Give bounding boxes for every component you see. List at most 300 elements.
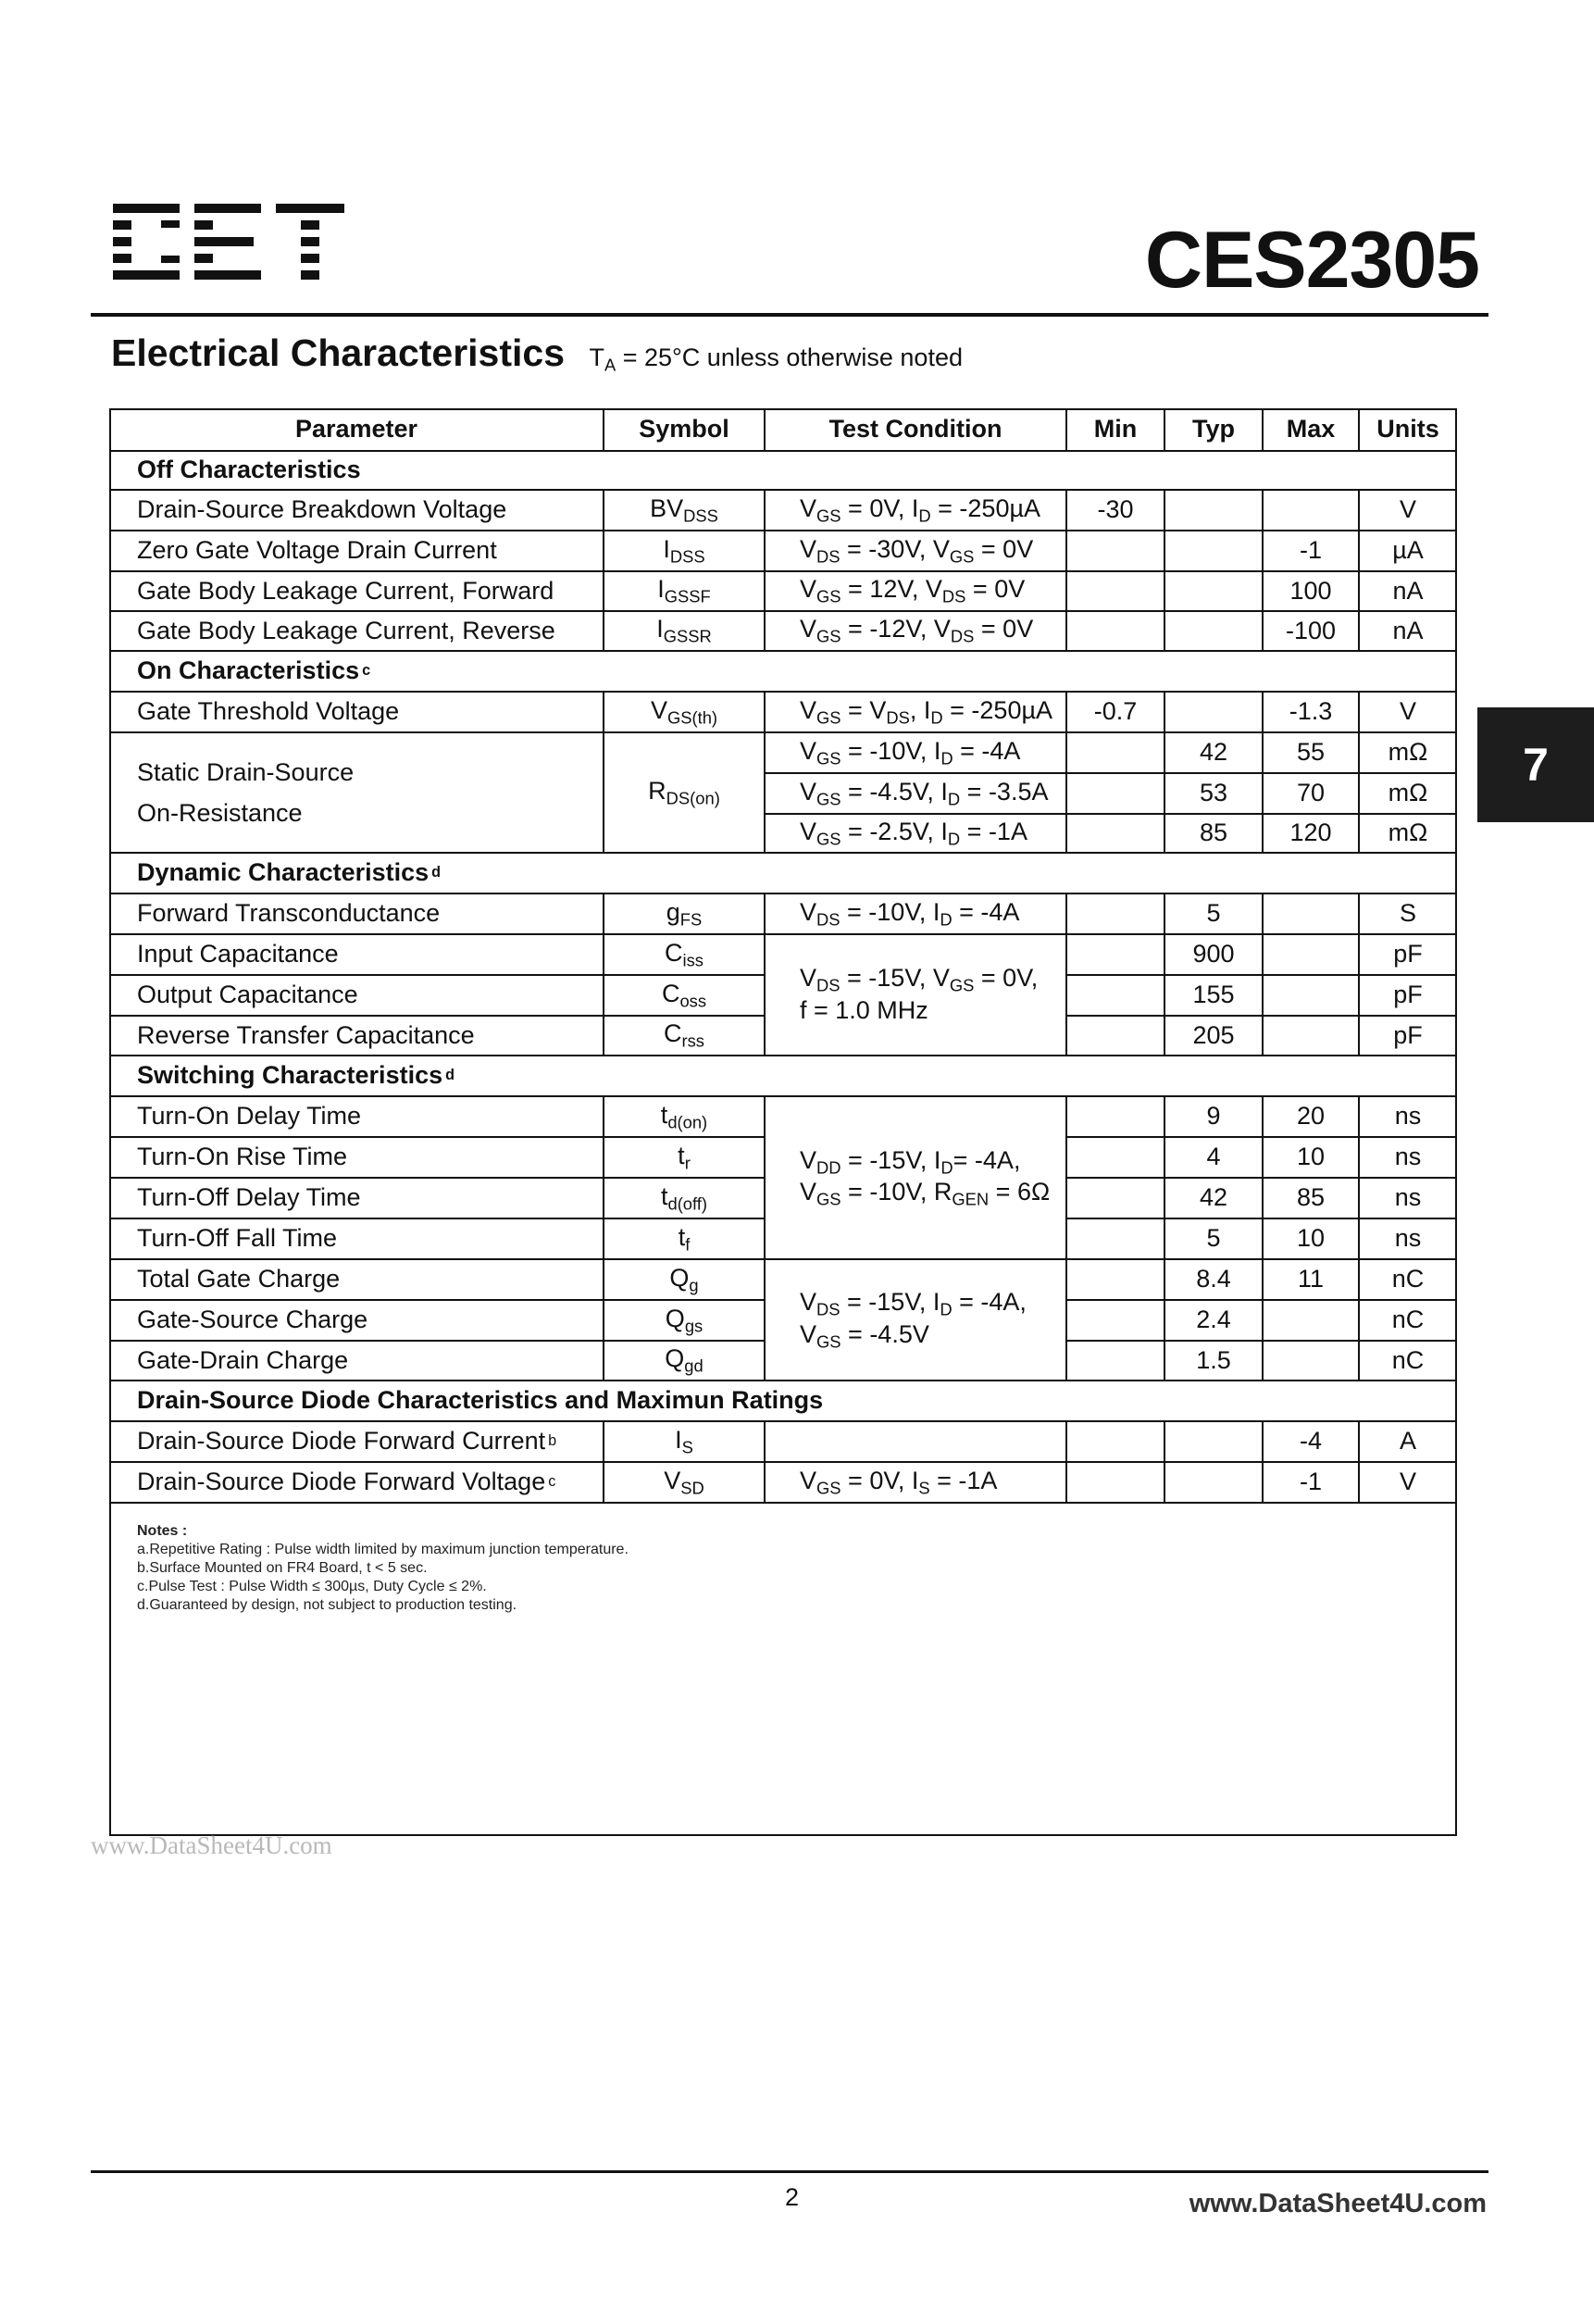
table-header-cell — [1263, 408, 1359, 451]
symbol-text — [650, 494, 718, 526]
table-row-symbol — [604, 1259, 765, 1300]
cond-value: = -1A — [929, 1466, 998, 1494]
parameter-label: Drain-Source Breakdown Voltage — [137, 495, 507, 524]
table-row-min — [1066, 490, 1164, 531]
cond-subscript: D — [940, 1157, 953, 1178]
symbol-subscript: oss — [679, 991, 707, 1011]
symbol-subscript: d(off) — [667, 1193, 708, 1214]
section-label: Switching Characteristics — [137, 1061, 443, 1090]
units-value: S — [1399, 899, 1416, 928]
table-row-max — [1263, 571, 1359, 611]
cond-value: = -3.5A — [960, 777, 1049, 806]
condition-text — [800, 696, 1052, 728]
table-row-units — [1359, 1462, 1457, 1503]
parameter-label: Drain-Source Diode Forward Voltage — [137, 1468, 546, 1496]
cond-subscript: DS — [816, 909, 841, 930]
table-row-units — [1359, 1300, 1457, 1341]
section-label: Drain-Source Diode Characteristics and Maximun Ratings — [137, 1386, 824, 1415]
symbol-text — [648, 777, 720, 808]
table-row-parameter — [109, 1096, 604, 1137]
table-row-condition — [765, 531, 1066, 571]
typ-value: 9 — [1206, 1102, 1221, 1131]
parameter-label: Input Capacitance — [137, 940, 339, 968]
chapter-tab: 7 — [1477, 707, 1594, 822]
cond-symbol: V — [800, 1319, 817, 1348]
cond-subscript: GS — [816, 1331, 841, 1351]
max-value: 120 — [1289, 818, 1332, 847]
cond-value: = -15V, — [841, 1145, 934, 1174]
symbol-subscript: f — [685, 1234, 691, 1255]
cond-symbol: V — [933, 615, 951, 643]
footnote-mark: d — [431, 864, 442, 881]
cond-value: = -10V, — [841, 1178, 934, 1206]
symbol-text — [665, 1344, 703, 1376]
table-row-typ — [1164, 1096, 1263, 1137]
parameter-label: Total Gate Charge — [137, 1265, 341, 1293]
max-value: -1 — [1299, 1468, 1322, 1496]
table-row-min — [1066, 975, 1164, 1016]
units-value: V — [1399, 1468, 1416, 1496]
units-value: ns — [1394, 1102, 1422, 1131]
symbol-subscript: g — [689, 1275, 699, 1295]
table-row-typ — [1164, 531, 1263, 571]
symbol-subscript: S — [681, 1437, 693, 1457]
table-row-max — [1263, 893, 1359, 934]
cond-subscript: D — [930, 707, 943, 728]
max-value: 85 — [1296, 1183, 1326, 1212]
symbol-text — [657, 575, 711, 606]
symbol-text — [679, 1223, 691, 1255]
parameter-label: Turn-On Rise Time — [137, 1143, 348, 1171]
symbol-text — [663, 535, 704, 567]
parameter-label: Drain-Source Diode Forward Current — [137, 1427, 546, 1456]
symbol-subscript: iss — [682, 950, 704, 970]
parameter-label: Forward Transconductance — [137, 899, 441, 928]
cond-subscript: DS — [941, 586, 966, 606]
table-row-max — [1263, 1137, 1359, 1178]
table-row-max — [1263, 490, 1359, 531]
symbol-letter: Q — [669, 1263, 690, 1292]
table-row-units — [1359, 814, 1457, 853]
symbol-text — [669, 1264, 698, 1295]
table-row-min — [1066, 814, 1164, 853]
cond-subscript: GS — [949, 546, 975, 567]
symbol-text — [665, 939, 704, 970]
cond-subscript: D — [947, 829, 961, 849]
table-row-max — [1263, 814, 1359, 853]
cond-value: = 0V, — [841, 1466, 912, 1494]
table-row-parameter — [109, 1421, 604, 1462]
cond-value: = -15V, — [840, 964, 933, 993]
cond-subscript: D — [947, 789, 961, 809]
symbol-subscript: d(on) — [667, 1112, 708, 1132]
cond-symbol: V — [800, 1145, 817, 1174]
symbol-letter: t — [660, 1100, 668, 1129]
table-row-typ — [1164, 893, 1263, 934]
table-row-min — [1066, 571, 1164, 611]
cond-text: = 25°C unless otherwise noted — [616, 344, 963, 371]
symbol-subscript: gs — [684, 1316, 704, 1336]
symbol-subscript: SD — [680, 1478, 704, 1498]
units-value: nC — [1391, 1306, 1425, 1334]
table-row-typ — [1164, 814, 1263, 853]
section-heading — [109, 451, 1457, 490]
parameter-label: Gate Body Leakage Current, Reverse — [137, 616, 555, 644]
cond-subscript: GS — [816, 707, 841, 728]
cond-symbol: V — [800, 615, 817, 643]
table-row-typ — [1164, 1462, 1263, 1503]
cond-subscript: GS — [816, 1189, 841, 1209]
cond-value: = -12V, — [841, 615, 934, 643]
note-item: d.Guaranteed by design, not subject to production testing. — [137, 1597, 517, 1613]
condition-line — [800, 1146, 1020, 1178]
cond-value: = -4A — [952, 897, 1020, 926]
table-row-max — [1263, 1016, 1359, 1056]
table-row-max — [1263, 1300, 1359, 1341]
condition-line — [800, 1178, 1050, 1209]
max-value: -4 — [1299, 1427, 1322, 1456]
max-value: 11 — [1297, 1265, 1325, 1293]
cond-subscript: D — [940, 909, 953, 930]
condition-text — [800, 964, 1039, 995]
units-value: V — [1399, 495, 1416, 524]
table-row-symbol — [604, 611, 765, 651]
cond-value: = -1A — [960, 817, 1027, 845]
merged-condition — [765, 1259, 1066, 1381]
cond-symbol: V — [800, 1466, 817, 1494]
table-row-units — [1359, 773, 1457, 814]
table-row-condition — [765, 692, 1066, 732]
table-row-parameter — [109, 1259, 604, 1300]
header-label: Parameter — [294, 415, 418, 444]
symbol-letter: Q — [665, 1344, 685, 1373]
max-value: 70 — [1296, 779, 1326, 807]
units-value: pF — [1393, 1020, 1423, 1049]
parameter-label: Static Drain-Source — [137, 758, 355, 786]
condition-text — [800, 575, 1025, 606]
cond-symbol: I — [932, 1288, 940, 1317]
cond-subscript: GS — [816, 789, 841, 809]
condition-text — [800, 778, 1048, 809]
cond-symbol: R — [933, 1178, 953, 1206]
table-row-typ — [1164, 1178, 1263, 1218]
units-value: pF — [1393, 981, 1423, 1009]
cond-symbol: I — [933, 736, 941, 765]
cond-subscript: DS — [816, 1299, 841, 1319]
cond-symbol: V — [800, 1178, 817, 1206]
header-label: Symbol — [639, 415, 729, 444]
table-row-units — [1359, 611, 1457, 651]
symbol-letter: I — [657, 575, 665, 604]
table-header-cell — [604, 408, 765, 451]
table-row-max — [1263, 1178, 1359, 1218]
cond-symbol: V — [800, 777, 817, 806]
table-row-units — [1359, 1341, 1457, 1381]
symbol-letter: I — [656, 615, 664, 643]
cond-symbol: I — [923, 695, 931, 724]
table-row-min — [1066, 1300, 1164, 1341]
typ-value: 1.5 — [1196, 1345, 1231, 1374]
symbol-subscript: gd — [684, 1356, 704, 1376]
table-row-max — [1263, 692, 1359, 732]
symbol-letter: V — [664, 1466, 681, 1494]
cond-subscript: S — [918, 1478, 930, 1498]
table-row-typ — [1164, 611, 1263, 651]
table-row-parameter — [109, 531, 604, 571]
table-row-units — [1359, 1096, 1457, 1137]
cond-symbol: V — [800, 897, 817, 926]
table-row-typ — [1164, 934, 1263, 975]
cond-subscript: DD — [816, 1157, 841, 1178]
table-row-units — [1359, 1016, 1457, 1056]
cond-symbol: I — [932, 897, 940, 926]
cond-value: = -250µA — [942, 695, 1053, 724]
table-row-condition — [765, 611, 1066, 651]
symbol-text — [651, 696, 717, 728]
table-row-typ — [1164, 1016, 1263, 1056]
max-value: -1.3 — [1289, 697, 1333, 726]
table-row-min — [1066, 531, 1164, 571]
typ-value: 85 — [1199, 818, 1228, 847]
header-label: Typ — [1192, 415, 1235, 444]
units-value: V — [1399, 697, 1416, 726]
symbol-subscript: rss — [681, 1031, 704, 1051]
parameter-label: Reverse Transfer Capacitance — [137, 1020, 475, 1049]
cond-symbol: V — [869, 695, 887, 724]
cond-symbol: I — [940, 777, 948, 806]
watermark: www.DataSheet4U.com — [91, 1831, 332, 1859]
max-value: 10 — [1296, 1224, 1326, 1253]
section-label: On Characteristics — [137, 656, 360, 685]
cond-value: = -4A — [953, 736, 1021, 765]
symbol-subscript: FS — [679, 909, 703, 930]
condition-text — [800, 1288, 1027, 1319]
table-row-typ — [1164, 1341, 1263, 1381]
table-row-max — [1263, 1421, 1359, 1462]
symbol-letter: t — [660, 1181, 668, 1210]
table-row-symbol — [604, 1178, 765, 1218]
table-row-min — [1066, 732, 1164, 773]
max-value: -1 — [1299, 536, 1322, 565]
symbol-text — [664, 1019, 704, 1051]
condition-text — [800, 1319, 929, 1351]
table-row-max — [1263, 1259, 1359, 1300]
table-row-min — [1066, 1016, 1164, 1056]
table-row-min — [1066, 1137, 1164, 1178]
symbol-text — [678, 1142, 691, 1173]
table-row-symbol — [604, 692, 765, 732]
cond-symbol: V — [800, 695, 817, 724]
table-row-parameter — [109, 1137, 604, 1178]
cond-subscript: DS — [816, 975, 841, 995]
cond-subscript: GS — [816, 586, 841, 606]
max-value: 100 — [1289, 576, 1332, 605]
table-row-min — [1066, 893, 1164, 934]
min-value: -0.7 — [1093, 697, 1138, 726]
table-row-symbol — [604, 934, 765, 975]
table-row-min — [1066, 1096, 1164, 1137]
cond-subscript: D — [940, 748, 953, 768]
merged-condition — [765, 934, 1066, 1056]
condition-line — [800, 1320, 929, 1352]
table-row-max — [1263, 531, 1359, 571]
rdson-symbol — [604, 732, 765, 853]
table-row-max — [1263, 611, 1359, 651]
max-value: 55 — [1296, 738, 1326, 767]
table-row-condition — [765, 773, 1066, 814]
table-row-units — [1359, 975, 1457, 1016]
table-row-parameter — [109, 1300, 604, 1341]
symbol-subscript: DSS — [683, 506, 718, 526]
table-row-symbol — [604, 1016, 765, 1056]
cond-symbol: V — [800, 575, 817, 604]
parameter-label: Output Capacitance — [137, 981, 358, 1009]
symbol-letter: C — [664, 1019, 682, 1048]
footnote-mark: c — [362, 662, 371, 680]
table-row-parameter — [109, 490, 604, 531]
table-row-symbol — [604, 571, 765, 611]
cond-value: = -10V, — [841, 736, 934, 765]
header-label: Test Condition — [828, 415, 1002, 444]
max-value: 10 — [1296, 1143, 1326, 1171]
symbol-subscript: GSSF — [664, 586, 711, 606]
table-row-parameter — [109, 571, 604, 611]
symbol-text — [661, 1101, 707, 1132]
table-row-symbol — [604, 975, 765, 1016]
condition-text — [800, 737, 1020, 768]
units-value: mΩ — [1388, 779, 1428, 807]
condition-line — [800, 1288, 1027, 1319]
table-row-condition — [765, 1421, 1066, 1462]
table-row-parameter — [109, 1016, 604, 1056]
footnote-mark: c — [548, 1473, 556, 1491]
cond-symbol: I — [911, 1466, 919, 1494]
units-value: nA — [1392, 576, 1424, 605]
symbol-letter: g — [666, 897, 680, 926]
table-row-condition — [765, 1462, 1066, 1503]
symbol-letter: I — [675, 1425, 682, 1454]
symbol-text — [661, 1182, 707, 1214]
table-row-max — [1263, 975, 1359, 1016]
typ-value: 5 — [1206, 899, 1221, 928]
section-label: Off Characteristics — [137, 456, 361, 484]
part-number: CES2305 — [1144, 216, 1479, 305]
cond-value: = -4A, — [952, 1288, 1027, 1317]
table-row-min — [1066, 1218, 1164, 1259]
cond-value: = -2.5V, — [841, 817, 941, 845]
typ-value: 42 — [1199, 738, 1228, 767]
footer-divider — [91, 2170, 1488, 2173]
table-row-units — [1359, 893, 1457, 934]
cond-value: , — [909, 695, 924, 724]
parameter-label: Gate Body Leakage Current, Forward — [137, 576, 554, 605]
parameter-label: Zero Gate Voltage Drain Current — [137, 536, 497, 565]
min-value: -30 — [1097, 495, 1134, 524]
table-header-cell — [1066, 408, 1164, 451]
table-row-typ — [1164, 1421, 1263, 1462]
cond-subscript: DS — [886, 707, 910, 728]
table-row-units — [1359, 1218, 1457, 1259]
table-row-typ — [1164, 490, 1263, 531]
footnote-mark: b — [548, 1432, 557, 1450]
table-header-cell — [1359, 408, 1457, 451]
page-number: 2 — [785, 2183, 800, 2211]
symbol-text — [666, 898, 703, 930]
typ-value: 53 — [1199, 779, 1228, 807]
units-value: ns — [1394, 1143, 1422, 1171]
table-row-max — [1263, 1096, 1359, 1137]
cond-symbol: V — [800, 1288, 817, 1317]
condition-text — [800, 535, 1033, 567]
units-value: nC — [1391, 1265, 1425, 1293]
units-value: µA — [1392, 536, 1424, 565]
cond-subscript: D — [918, 506, 931, 526]
cond-value: = 0V — [974, 615, 1034, 643]
section-heading — [109, 853, 1457, 893]
table-row-max — [1263, 732, 1359, 773]
table-row-condition — [765, 571, 1066, 611]
table-row-symbol — [604, 531, 765, 571]
cond-value: = 12V, — [841, 575, 926, 604]
symbol-subscript: GS(th) — [666, 707, 718, 728]
table-row-symbol — [604, 893, 765, 934]
cond-subscript: GS — [816, 626, 841, 646]
table-row-min — [1066, 1421, 1164, 1462]
table-row-parameter — [109, 611, 604, 651]
table-row-typ — [1164, 732, 1263, 773]
typ-value: 42 — [1199, 1183, 1228, 1212]
cond-subscript: GS — [949, 975, 975, 995]
table-row-units — [1359, 732, 1457, 773]
table-row-typ — [1164, 1218, 1263, 1259]
cond-subscript: GS — [816, 506, 841, 526]
table-row-symbol — [604, 1300, 765, 1341]
cond-symbol: I — [940, 817, 948, 845]
notes — [137, 1522, 629, 1615]
cond-symbol: I — [933, 1145, 941, 1174]
table-row-units — [1359, 1259, 1457, 1300]
footer-site-link[interactable]: www.DataSheet4U.com — [1189, 2189, 1487, 2218]
footnote-mark: d — [445, 1067, 455, 1084]
parameter-label: Gate Threshold Voltage — [137, 697, 400, 726]
condition-line — [800, 964, 1038, 995]
symbol-letter: t — [678, 1222, 686, 1251]
condition-text — [800, 1467, 997, 1498]
table-row-max — [1263, 1218, 1359, 1259]
condition-text — [800, 1145, 1021, 1178]
typ-value: 4 — [1206, 1143, 1221, 1171]
table-row-min — [1066, 934, 1164, 975]
symbol-text — [664, 1467, 704, 1498]
cond-symbol: V — [800, 534, 817, 563]
table-row-condition — [765, 732, 1066, 773]
cond-symbol: V — [800, 817, 817, 845]
table-row-min — [1066, 773, 1164, 814]
table-row-min — [1066, 1341, 1164, 1381]
cond-symbol: V — [932, 534, 950, 563]
units-value: mΩ — [1388, 738, 1428, 767]
table-row-symbol — [604, 1462, 765, 1503]
symbol-text — [662, 980, 706, 1011]
table-row-parameter — [109, 1462, 604, 1503]
cond-symbol: T — [589, 344, 604, 371]
table-row-symbol — [604, 1137, 765, 1178]
cond-value: = -4.5V, — [841, 777, 941, 806]
cond-value: = -30V, — [840, 534, 933, 563]
table-row-units — [1359, 1178, 1457, 1218]
table-row-symbol — [604, 1421, 765, 1462]
header-label: Min — [1093, 415, 1138, 444]
